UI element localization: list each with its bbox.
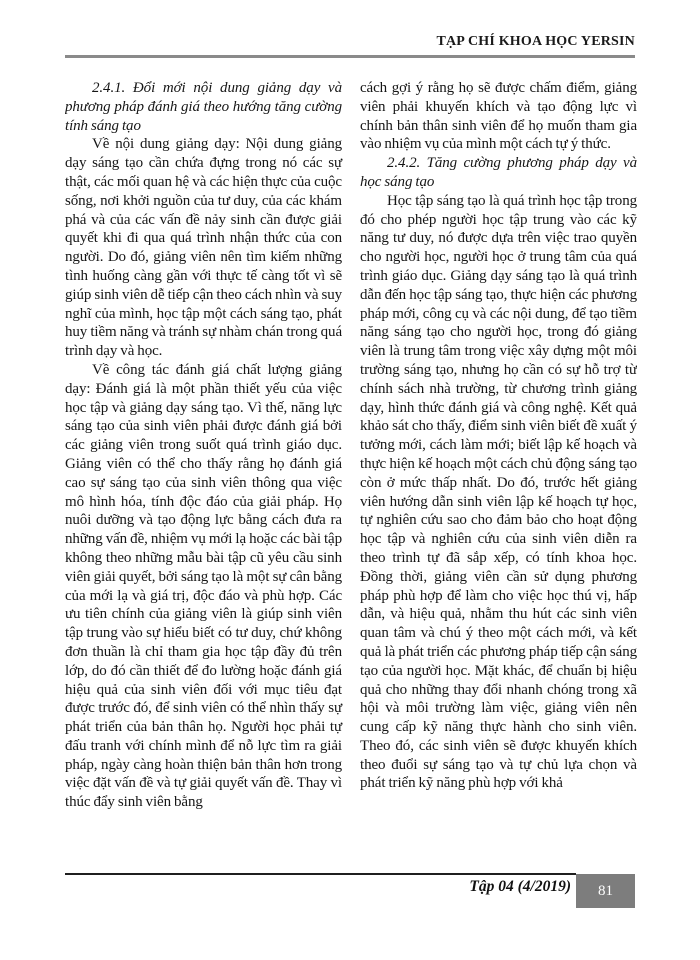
right-column <box>360 79 637 868</box>
paragraph-creative-learning: Học tập sáng tạo là quá trình học tập trong đó cho phép người học tập trung vào các kỹ năng tư duy, nó được dựa trên việc trao quyền cho người học, người học ở trung tâm của quá trình giáo dục. Giảng dạy sáng tạo là quá trình dẫn đến học tập sáng tạo, thực hiện các phương pháp mới, công cụ và các nội dung, để tạo tiềm năng sáng tạo cho người học, trong đó giảng viên là trung tâm trong việc xây dựng một môi trường sáng tạo, nhưng họ cần có sự hỗ trợ từ chính sách nhà trường, từ chương trình giảng dạy, hình thức đánh giá và công nghệ. Kết quả khảo sát cho thấy, điểm sinh viên biết đề xuất ý tưởng mới, cách làm mới; biết lập kế hoạch và thực hiện kế hoạch một cách chủ động sáng tạo còn ở mức thấp nhất. Do đó, trước hết giảng viên hướng dẫn sinh viên lập kế hoạch tự học, tự nghiên cứu sao cho đảm bảo cho hoạt động học tập và nghiên cứu của sinh viên diễn ra theo trình tự đã sắp xếp, có tính khoa học. Đồng thời, giảng viên cần sử dụng phương pháp phù hợp để làm cho việc học thú vị, hấp dẫn, và hiệu quả, nhằm thu hút các sinh viên quan tâm và chú ý theo một cách mới, và kết quả là phát triển các phương pháp tiếp cận sáng tạo của người học. Mặt khác, để chuẩn bị hiệu quả cho những thay đổi nhanh chóng trong xã hội và môi trường làm việc, giảng viên nên cung cấp kỹ năng thực hành cho sinh viên. Theo đó, các sinh viên sẽ được khuyến khích theo đuổi sự sáng tạo và tự chủ lựa chọn và phát triển kỹ năng phù hợp với khả <box>360 192 637 792</box>
section-heading-2-4-2: 2.4.2. Tăng cường phương pháp dạy và học sáng tạo <box>360 155 637 190</box>
left-column <box>65 79 342 868</box>
header-rule <box>65 55 635 58</box>
paragraph-continuation: cách gợi ý rằng họ sẽ được chấm điểm, giảng viên phải khuyến khích và tạo động lực vì chính bản thân sinh viên để họ muốn tham gia vào nhiệm vụ của mình một cách tự ý thức. <box>360 80 637 153</box>
section-heading-2-4-1: 2.4.1. Đổi mới nội dung giảng dạy và phương pháp đánh giá theo hướng tăng cường tính sáng tạo <box>65 80 342 134</box>
issue-label: Tập 04 (4/2019) <box>469 878 571 895</box>
article-body <box>65 79 637 868</box>
footer-rule <box>65 873 576 875</box>
journal-title: TẠP CHÍ KHOA HỌC YERSIN <box>436 34 635 49</box>
paragraph-teaching-content: Về nội dung giảng dạy: Nội dung giảng dạy sáng tạo cần chứa đựng trong nó các sự thật, các mối quan hệ và các hiện thực của cuộc sống, nơi khởi nguồn của tư duy, của các khám phá và của các vấn đề nảy sinh cần được giải quyết khi đi qua quá trình nhận thức của con người. Do đó, giảng viên nên tìm kiếm những tình huống càng gần với thực tế càng tốt vì sẽ giúp sinh viên dễ tiếp cận theo cách nhìn và suy nghĩ của mình, học tập một cách sáng tạo, phát huy tiềm năng và tránh sự nhàm chán trong quá trình dạy và học. <box>65 136 342 360</box>
page-number-badge: 81 <box>576 874 635 908</box>
paragraph-quality-assessment: Về công tác đánh giá chất lượng giảng dạy: Đánh giá là một phần thiết yếu của việc học tập và giảng dạy sáng tạo. Vì thế, năng lực sáng tạo của sinh viên phải được đánh giá bởi các giảng viên trong suốt quá trình giáo dục. Giảng viên có thể cho thấy rằng họ đánh giá cao sự sáng tạo của sinh viên thông qua việc mô hình hóa, tính độc đáo của giải pháp. Họ nuôi dưỡng và tạo động lực bằng cách đưa ra những vấn đề, nhiệm vụ mới lạ hoặc các bài tập không theo những mẫu bài tập cũ yêu cầu sinh viên giải quyết, bởi sáng tạo là một sự cân bằng của mới lạ và giá trị, độc đáo và phù hợp. Các ưu tiên chính của giảng viên là giúp sinh viên tập trung vào sự hiểu biết có tư duy, chứ không đơn thuần là chỉ tham gia học tập đầy đủ trên lớp, do đó cần thiết để đo lường hoặc đánh giá hiệu quả của sinh viên đối với mục tiêu đạt được trước đó, để sinh viên có thể nhìn thấy sự phát triển của bản thân họ. Người học phải tự đấu tranh với chính mình để nỗ lực tìm ra giải pháp, ngày càng hoàn thiện bản thân hơn trong việc đặt vấn đề và tự giải quyết vấn đề. Thay vì thúc đẩy sinh viên bằng <box>65 361 342 811</box>
